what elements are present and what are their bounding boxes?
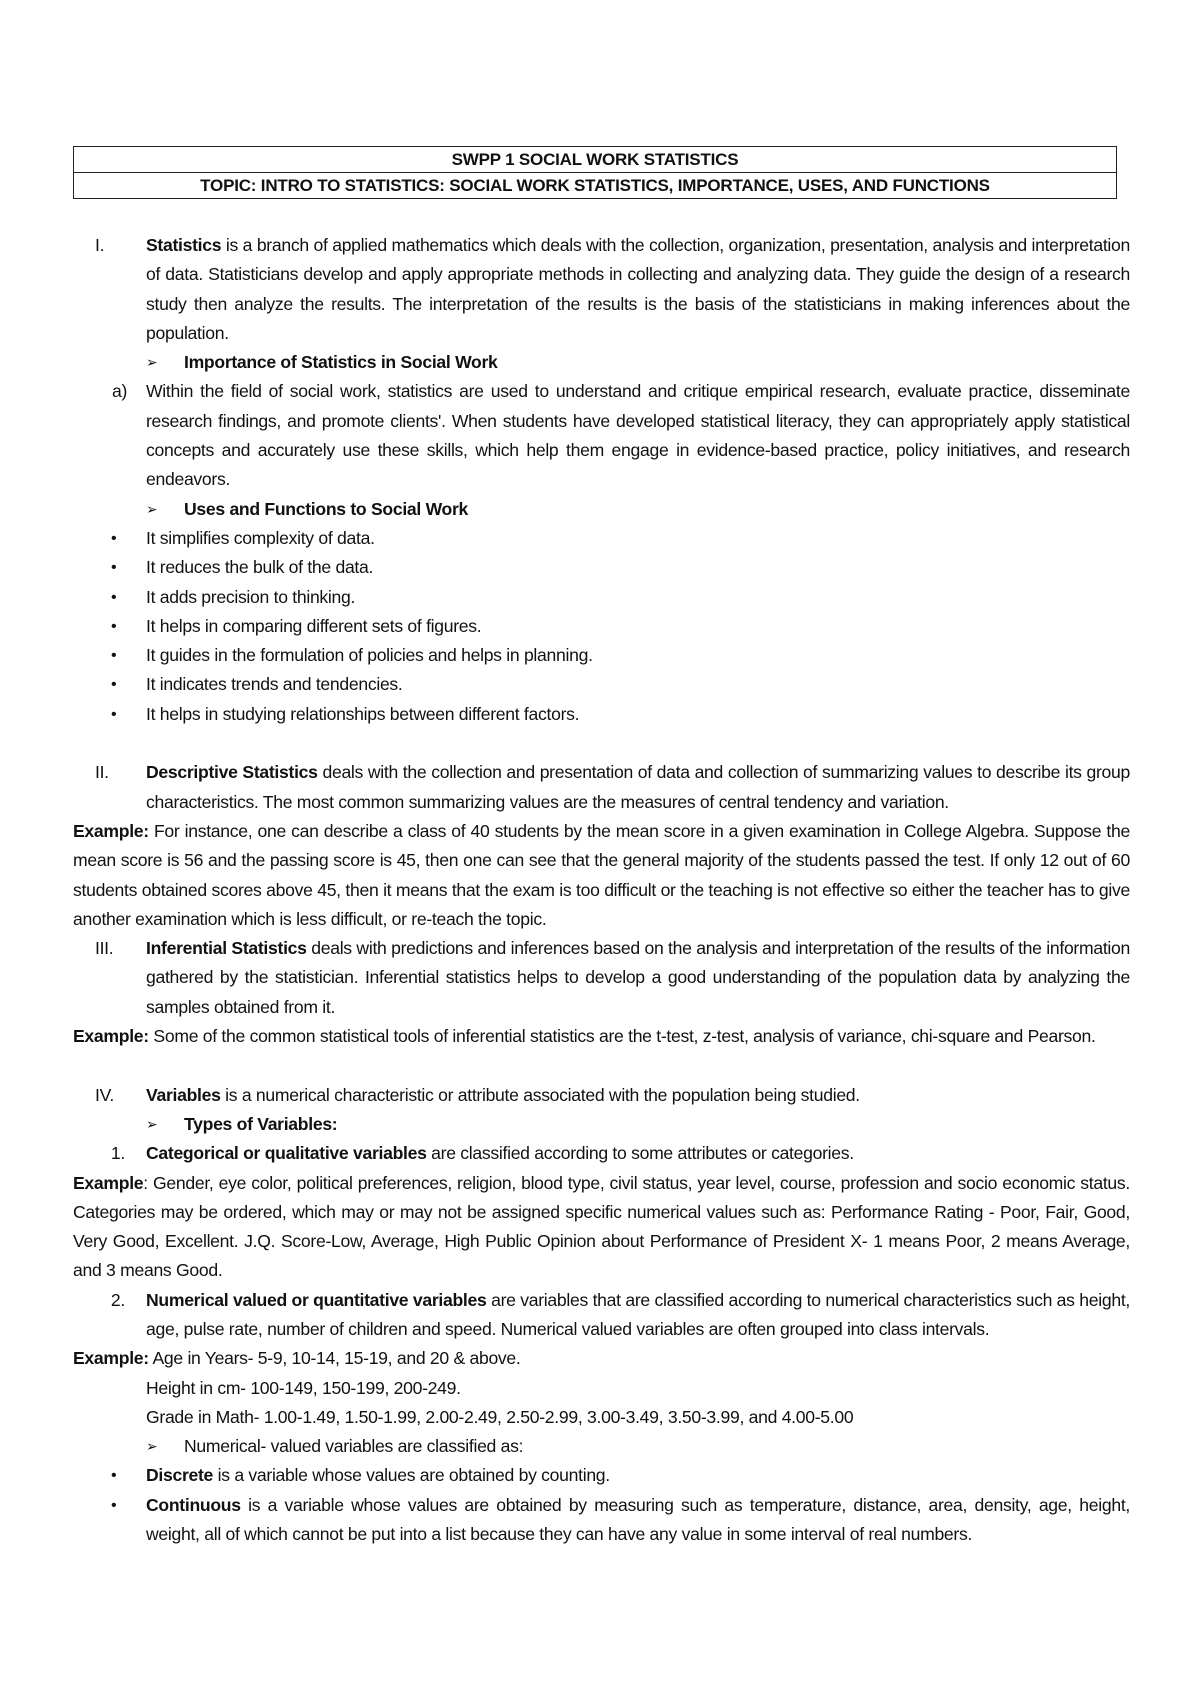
topic-title: TOPIC: INTRO TO STATISTICS: SOCIAL WORK STATISTICS, IMPORTANCE, USES, AND FUNCTIONS — [74, 173, 1117, 199]
types-heading-row — [146, 1110, 1130, 1139]
section-variables — [73, 1081, 1130, 1110]
list-item: • Continuous is a variable whose values are obtained by measuring such as temperature, distance, area, density, age, height, weight, all of which cannot be put into a list because they can have any value in some interval of real numbers. — [73, 1491, 1130, 1550]
list-item: • It adds precision to thinking. — [73, 583, 1130, 612]
term-descriptive: Descriptive Statistics — [146, 762, 318, 783]
bullet-icon: • — [111, 529, 117, 547]
term-continuous: Continuous — [146, 1494, 241, 1515]
categorical-example — [73, 1169, 1130, 1286]
course-title: SWPP 1 SOCIAL WORK STATISTICS — [74, 147, 1117, 173]
bullet-icon: • — [111, 647, 117, 665]
example-label: Example: — [73, 1026, 149, 1047]
bullet-icon: • — [111, 1496, 117, 1514]
section-numeral: I. — [95, 235, 105, 255]
variable-type-item: 1. Categorical or qualitative variables are classified according to some attributes or categories. — [73, 1139, 1130, 1168]
list-marker: 1. — [110, 1143, 125, 1164]
descriptive-example — [73, 817, 1130, 934]
bullet-icon: • — [111, 676, 117, 694]
importance-item — [73, 377, 1130, 494]
term-categorical: Categorical or qualitative variables — [146, 1143, 427, 1164]
section-descriptive — [73, 758, 1130, 817]
example-label: Example: — [73, 820, 149, 841]
bullet-icon: • — [111, 705, 117, 723]
uses-heading: Uses and Functions to Social Work — [184, 498, 469, 519]
arrow-bullet-icon: ➢ — [146, 500, 158, 517]
importance-text: Within the field of social work, statistics are used to understand and critique empirical research, evaluate practice, disseminate research findings, and promote clients'. When students have developed statistical literacy, they can appropriately apply statistical concepts and accurately use these skills, which help them engage in evidence-based practice, policy initiatives, and research endeavors. — [146, 381, 1130, 490]
example-line: Age in Years- 5-9, 10-14, 15-19, and 20 & above. — [148, 1348, 521, 1369]
arrow-bullet-icon: ➢ — [146, 1115, 158, 1132]
classified-heading: Numerical- valued variables are classified as: — [184, 1436, 524, 1457]
arrow-bullet-icon: ➢ — [146, 354, 158, 371]
descriptive-definition: deals with the collection and presentation of data and collection of summarizing values to describe its group characteristics. The most common summarizing values are the measures of central tendency and variation. — [146, 762, 1131, 812]
bullet-icon: • — [111, 1467, 117, 1485]
term-numerical: Numerical valued or quantitative variables — [146, 1289, 487, 1310]
header-table — [73, 146, 1117, 199]
bullet-icon: • — [111, 559, 117, 577]
list-item: • It simplifies complexity of data. — [73, 524, 1130, 553]
section-numeral: III. — [95, 938, 114, 959]
arrow-bullet-icon: ➢ — [146, 1438, 158, 1455]
example-text: : Gender, eye color, political preferences, religion, blood type, civil status, year level, course, profession and socio economic status. Categories may be ordered, which may or may not be assigned specific numerical values such as: Performance Rating - Poor, Fair, Good, Very Good, Excellent. J.Q. Score-Low, Average, High Public Opinion about Performance of President X- 1 means Poor, 2 means Average, and 3 means Good. — [73, 1172, 1130, 1281]
list-item: • It indicates trends and tendencies. — [73, 670, 1130, 699]
list-item: • It reduces the bulk of the data. — [73, 553, 1130, 582]
term-discrete: Discrete — [146, 1465, 214, 1486]
document-body — [73, 231, 1130, 1549]
example-line: Grade in Math- 1.00-1.49, 1.50-1.99, 2.00-2.49, 2.50-2.99, 3.00-3.49, 3.50-3.99, and 4.00-5.00 — [146, 1406, 854, 1427]
list-item: • It guides in the formulation of policies and helps in planning. — [73, 641, 1130, 670]
example-label: Example: — [73, 1348, 149, 1369]
list-item: • It helps in comparing different sets of figures. — [73, 612, 1130, 641]
numerical-example — [73, 1344, 1130, 1373]
section-numeral: II. — [95, 762, 109, 783]
variable-type-item: 2. Numerical valued or quantitative variables are variables that are classified according to numerical characteristics such as height, age, pulse rate, number of children and speed. Numerical valued variables are often grouped into class intervals. — [73, 1286, 1130, 1345]
list-marker: 2. — [110, 1289, 125, 1310]
inferential-definition: deals with predictions and inferences based on the analysis and interpretation of the results of the information gathered by the statistician. Inferential statistics helps to develop a good understanding of the population data by analyzing the samples obtained from it. — [146, 938, 1130, 1017]
term-statistics: Statistics — [146, 235, 222, 255]
list-marker: a) — [111, 381, 127, 402]
spacer — [73, 1051, 1130, 1080]
bullet-icon: • — [111, 588, 117, 606]
types-heading: Types of Variables: — [184, 1113, 338, 1134]
importance-heading: Importance of Statistics in Social Work — [184, 352, 498, 373]
example-text: Some of the common statistical tools of inferential statistics are the t-test, z-test, analysis of variance, chi-square and Pearson. — [148, 1026, 1096, 1047]
statistics-definition: is a branch of applied mathematics which deals with the collection, organization, presentation, analysis and interpretation of data. Statisticians develop and apply appropriate methods in collecting and analyzing data. They guide the design of a research study then analyze the results. The interpretation of the results is the basis of the statisticians in making inferences about the population. — [146, 235, 1130, 343]
classified-heading-row — [146, 1432, 1130, 1461]
example-label: Example — [73, 1172, 144, 1193]
variables-definition: is a numerical characteristic or attribute associated with the population being studied. — [220, 1084, 860, 1105]
importance-heading-row — [146, 348, 1130, 377]
example-line: Height in cm- 100-149, 150-199, 200-249. — [146, 1377, 461, 1398]
term-variables: Variables — [146, 1084, 221, 1105]
spacer — [73, 729, 1130, 758]
term-inferential: Inferential Statistics — [146, 938, 307, 959]
example-text: For instance, one can describe a class of 40 students by the mean score in a given examination in College Algebra. Suppose the mean score is 56 and the passing score is 45, then one can see that the general majority of the students passed the test. If only 12 out of 60 students obtained scores above 45, then it means that the exam is too difficult or the teaching is not effective so either the teacher has to give another examination which is less difficult, or re-teach the topic. — [73, 820, 1130, 929]
section-statistics — [73, 231, 1130, 348]
list-item: • Discrete is a variable whose values are obtained by counting. — [73, 1461, 1130, 1490]
inferential-example — [73, 1022, 1130, 1051]
section-inferential — [73, 934, 1130, 1022]
uses-heading-row — [146, 495, 1130, 524]
bullet-icon: • — [111, 617, 117, 635]
list-item: • It helps in studying relationships between different factors. — [73, 700, 1130, 729]
section-numeral: IV. — [95, 1084, 114, 1105]
